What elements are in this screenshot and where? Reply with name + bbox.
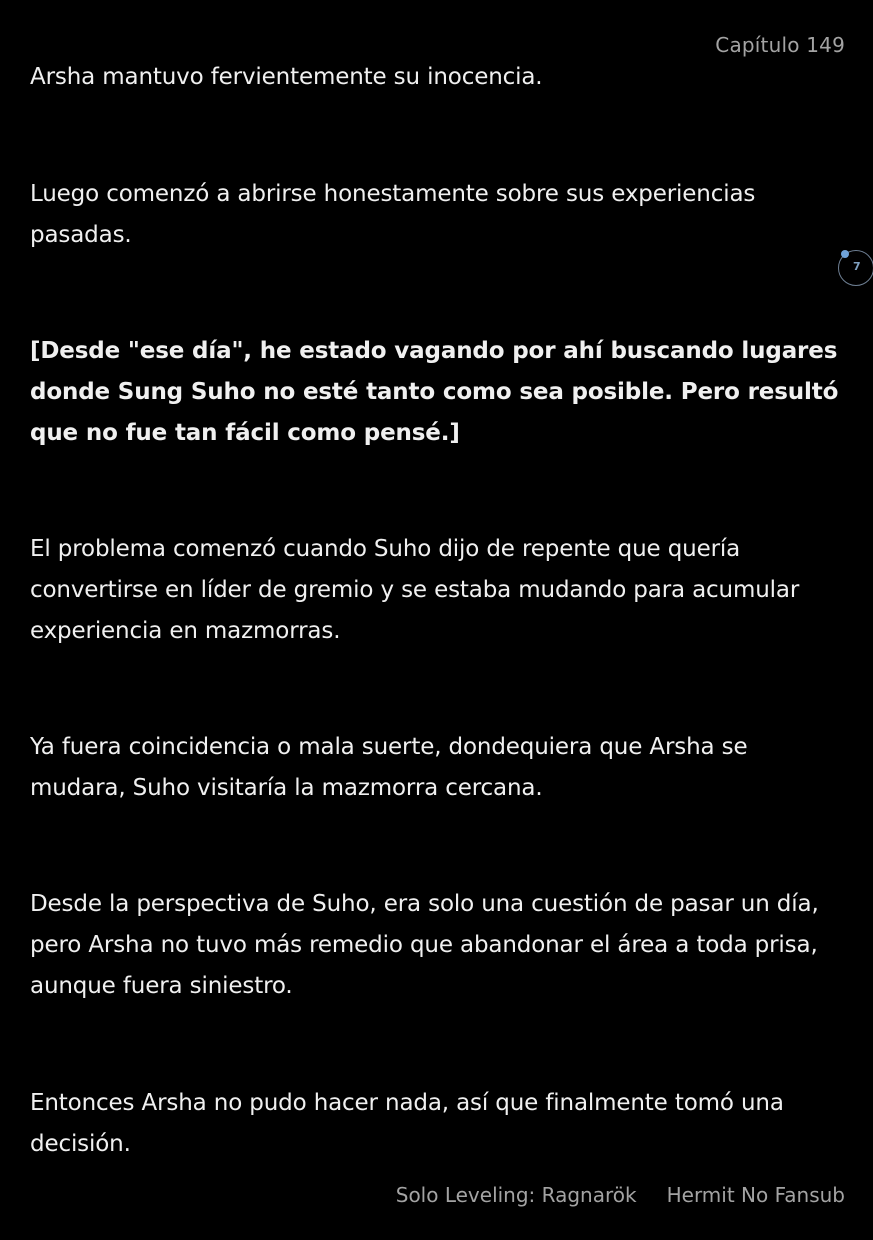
comment-count: 7 (853, 260, 861, 273)
comment-count-badge[interactable] (838, 250, 873, 286)
paragraph: Entonces Arsha no pudo hacer nada, así que finalmente tomó una decisión. (30, 1090, 784, 1157)
badge-dot-icon (841, 250, 849, 258)
novel-title: Solo Leveling: Ragnarök (395, 1183, 637, 1207)
footer (396, 1183, 845, 1207)
paragraph: Arsha mantuvo fervientemente su inocencia. (30, 64, 543, 90)
paragraph: Luego comenzó a abrirse honestamente sobre sus experiencias pasadas. (30, 181, 756, 248)
paragraph: Ya fuera coincidencia o mala suerte, dondequiera que Arsha se mudara, Suho visitaría la mazmorra cercana. (30, 734, 748, 801)
paragraph: Desde la perspectiva de Suho, era solo una cuestión de pasar un día, pero Arsha no tuvo más remedio que abandonar el área a toda prisa, aunque fuera siniestro. (30, 891, 819, 999)
paragraph: [Desde "ese día", he estado vagando por ahí buscando lugares donde Sung Suho no esté tanto como sea posible. Pero resultó que no fue tan fácil como pensé.] (30, 338, 839, 446)
translator-name: Hermit No Fansub (666, 1183, 845, 1207)
chapter-title: Capítulo 149 (715, 33, 845, 57)
paragraph: El problema comenzó cuando Suho dijo de repente que quería convertirse en líder de gremio y se estaba mudando para acumular experiencia en mazmorras. (30, 536, 800, 644)
